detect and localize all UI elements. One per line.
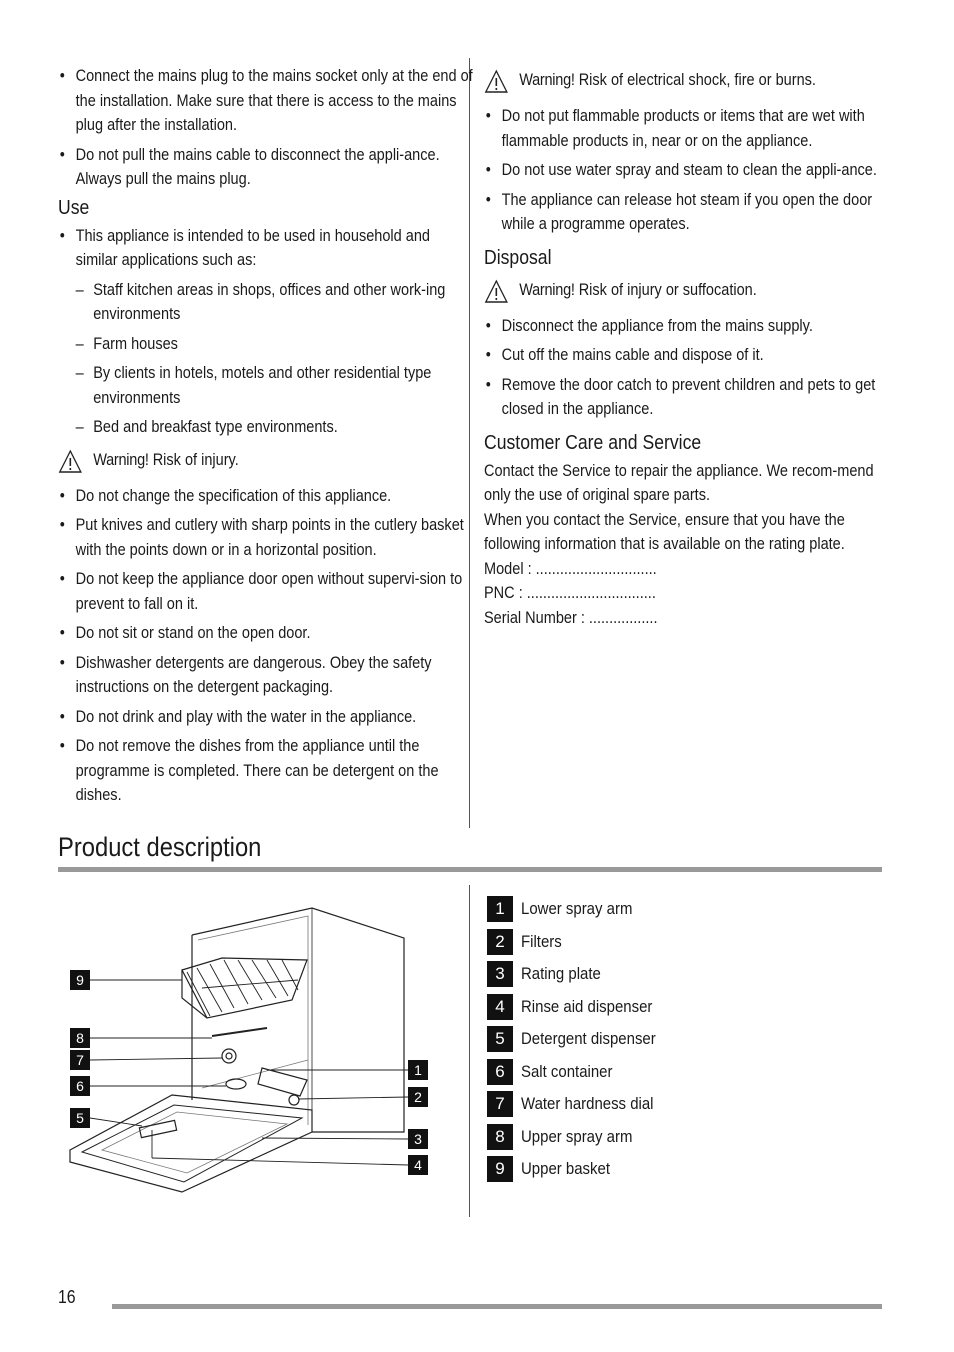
- legend-number: 3: [487, 961, 513, 987]
- list-item: • Cut off the mains cable and dispose of it.: [484, 343, 899, 368]
- footer-rule: [112, 1304, 882, 1309]
- warning-icon: [58, 449, 83, 474]
- warning-text: Risk of injury or suffocation.: [578, 280, 757, 299]
- legend-label: Filters: [521, 931, 562, 951]
- legend-label: Upper basket: [521, 1159, 610, 1179]
- dishwasher-diagram: [62, 900, 442, 1200]
- section-rule: [58, 867, 882, 872]
- serial-number-line: Serial Number : .................: [484, 608, 658, 627]
- callout-label: 2: [414, 1089, 422, 1105]
- legend-number: 4: [487, 994, 513, 1020]
- legend-label: Salt container: [521, 1061, 613, 1081]
- legend-item: [487, 991, 674, 1024]
- left-column: [58, 64, 473, 813]
- callout-3: [408, 1129, 428, 1149]
- callout-label: 7: [76, 1052, 84, 1068]
- list-item: • Do not pull the mains cable to disconnect the appli-ance. Always pull the mains plug.: [58, 143, 473, 192]
- list-item: • Do not keep the appliance door open without supervi-sion to prevent to fall on it.: [58, 567, 473, 616]
- legend-number: 6: [487, 1059, 513, 1085]
- callout-8: [70, 1028, 90, 1048]
- callout-label: 1: [414, 1062, 422, 1078]
- legend-number: 7: [487, 1091, 513, 1117]
- callout-label: 8: [76, 1030, 84, 1046]
- legend-label: Water hardness dial: [521, 1094, 654, 1114]
- callout-9: [70, 970, 90, 990]
- list-item: • Dishwasher detergents are dangerous. Obey the safety instructions on the detergent packaging.: [58, 651, 473, 700]
- list-item: • Do not sit or stand on the open door.: [58, 621, 473, 646]
- list-item: • Put knives and cutlery with sharp points in the cutlery basket with the points down or in a horizontal position.: [58, 513, 473, 562]
- warning-bullet-list: [58, 484, 464, 808]
- legend-number: 8: [487, 1124, 513, 1150]
- list-item: • Do not use water spray and steam to clean the appli-ance.: [484, 158, 899, 183]
- service-line: When you contact the Service, ensure that you have the following information that is available on the rating plate.: [484, 510, 845, 553]
- model-line: Model : ..............................: [484, 559, 657, 578]
- callout-label: 6: [76, 1078, 84, 1094]
- callout-5: [70, 1108, 90, 1128]
- warning-icon: [484, 279, 509, 304]
- parts-legend: [487, 893, 674, 1186]
- legend-label: Upper spray arm: [521, 1126, 633, 1146]
- callout-4: [408, 1155, 428, 1175]
- use-dash-list: [58, 278, 458, 440]
- disposal-heading: Disposal: [484, 246, 552, 269]
- pnc-line: PNC : ................................: [484, 584, 656, 602]
- warning-text: Risk of electrical shock, fire or burns.: [578, 71, 816, 89]
- list-item: • Remove the door catch to prevent children and pets to get closed in the appliance.: [484, 373, 899, 422]
- callout-7: [70, 1050, 90, 1070]
- callout-6: [70, 1076, 90, 1096]
- warning-icon: [484, 69, 509, 94]
- callout-label: 5: [76, 1110, 84, 1126]
- legend-number: 1: [487, 896, 513, 922]
- list-item: • Do not remove the dishes from the appliance until the programme is completed. There can be detergent on the dishes.: [58, 734, 473, 808]
- list-item: • This appliance is intended to be used in household and similar applications such as:: [58, 224, 473, 273]
- legend-label: Rating plate: [521, 964, 601, 984]
- legend-item: [487, 1023, 674, 1056]
- legend-label: Rinse aid dispenser: [521, 996, 653, 1016]
- list-item: – Bed and breakfast type environments.: [58, 415, 491, 440]
- disposal-bullet-list: [484, 314, 884, 422]
- legend-item: [487, 958, 674, 991]
- legend-item: [487, 1088, 674, 1121]
- page-number: 16: [58, 1287, 76, 1307]
- warning-label: Warning!: [93, 450, 149, 469]
- warning-suffocation: [484, 278, 917, 304]
- list-item: – Staff kitchen areas in shops, offices and other work-ing environments: [58, 278, 491, 327]
- electrical-bullet-list: [484, 104, 884, 237]
- service-line: Contact the Service to repair the appliance. We recom-mend only the use of original spare parts.: [484, 461, 874, 504]
- legend-item: [487, 1056, 674, 1089]
- list-item: • Do not change the specification of this appliance.: [58, 484, 473, 509]
- legend-number: 2: [487, 929, 513, 955]
- list-item: • Disconnect the appliance from the mains supply.: [484, 314, 899, 339]
- warning-label: Warning!: [519, 71, 575, 89]
- legend-item: [487, 893, 674, 926]
- legend-number: 5: [487, 1026, 513, 1052]
- warning-electrical: [484, 68, 917, 94]
- right-column: [484, 64, 884, 630]
- callout-label: 9: [76, 972, 84, 988]
- intro-bullet-list: [58, 64, 473, 192]
- legend-item: [487, 926, 674, 959]
- list-item: • The appliance can release hot steam if you open the door while a programme operates.: [484, 188, 899, 237]
- callout-label: 3: [414, 1131, 422, 1147]
- list-item: – Farm houses: [58, 332, 491, 357]
- callout-2: [408, 1087, 428, 1107]
- list-item: • Do not drink and play with the water in the appliance.: [58, 705, 473, 730]
- use-bullet-list: [58, 224, 458, 273]
- list-item: • Connect the mains plug to the mains socket only at the end of the installation. Make sure that there is access to the mains plug after the installation.: [58, 64, 473, 138]
- column-divider: [469, 885, 470, 1217]
- service-text: [484, 459, 882, 631]
- warning-text: Risk of injury.: [152, 450, 239, 469]
- legend-item: [487, 1121, 674, 1154]
- callout-label: 4: [414, 1157, 422, 1173]
- legend-number: 9: [487, 1156, 513, 1182]
- section-title: Product description: [58, 832, 262, 862]
- list-item: – By clients in hotels, motels and other residential type environments: [58, 361, 491, 410]
- callout-1: [408, 1060, 428, 1080]
- legend-label: Detergent dispenser: [521, 1029, 656, 1049]
- legend-item: [487, 1153, 674, 1186]
- use-heading: Use: [58, 196, 90, 219]
- service-heading: Customer Care and Service: [484, 431, 702, 454]
- list-item: • Do not put flammable products or items that are wet with flammable products in, near or on the appliance.: [484, 104, 899, 153]
- warning-injury: [58, 448, 491, 474]
- warning-label: Warning!: [519, 280, 575, 299]
- legend-label: Lower spray arm: [521, 899, 633, 919]
